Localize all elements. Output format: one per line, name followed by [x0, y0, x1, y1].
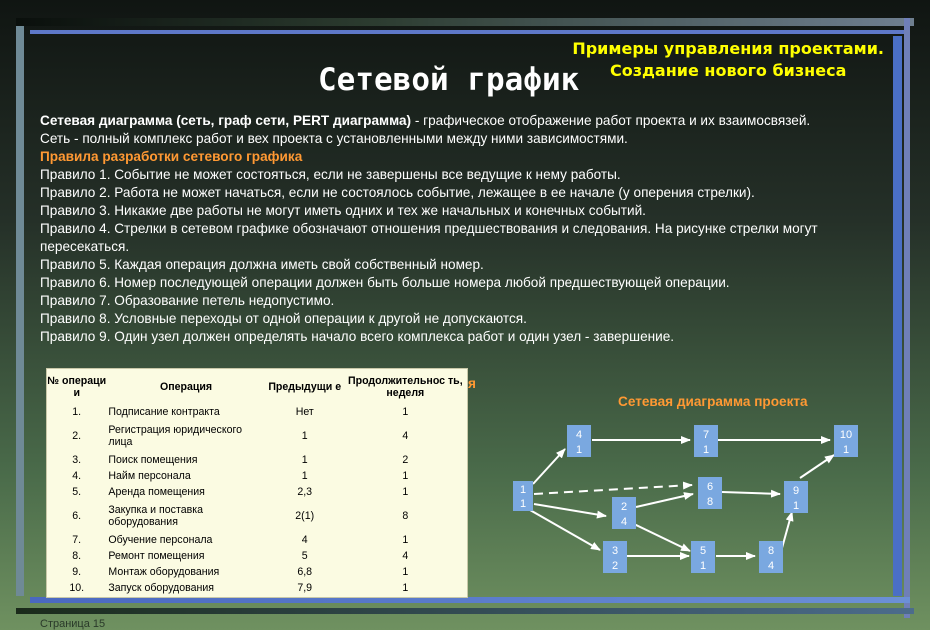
cell-operation: Запуск оборудования	[108, 582, 215, 595]
node-9-top: 9	[792, 485, 800, 497]
node-10-bottom: 1	[842, 444, 850, 456]
edge-6-9	[722, 492, 780, 494]
rule-5: Правило 5. Каждая операция должна иметь свой собственный номер.	[40, 257, 484, 272]
cell-pred: 4	[301, 533, 308, 546]
cell-operation: Обучение персонала	[108, 533, 213, 546]
cell-dur: 2	[402, 453, 409, 466]
header-num: № операци и	[47, 374, 107, 399]
cell-num: 10.	[69, 582, 85, 595]
cell-pred: 5	[301, 549, 308, 562]
cell-num: 2.	[72, 429, 82, 442]
node-3-top: 3	[611, 545, 619, 557]
edge-2-5	[634, 524, 690, 551]
cell-operation: Регистрация юридического лица	[108, 424, 242, 448]
cell-num: 3.	[72, 453, 82, 466]
cell-operation: Ремонт помещения	[108, 549, 205, 562]
node-2-bottom: 4	[620, 516, 628, 528]
cell-num: 5.	[72, 485, 82, 498]
cell-pred: 2(1)	[295, 509, 315, 522]
cell-pred: 1	[301, 453, 308, 466]
edge-2-6	[636, 494, 693, 507]
cell-dur: 1	[402, 565, 409, 578]
cell-pred: 6,8	[297, 565, 313, 578]
header-predecessor: Предыдущи е	[268, 380, 342, 393]
rule-9: Правило 9. Один узел должен определять начало всего комплекса работ и один узел - завершение.	[40, 329, 675, 344]
subtitle-line-1: Примеры управления проектами.	[572, 39, 884, 58]
cell-pred: 2,3	[297, 485, 313, 498]
cell-dur: 1	[402, 485, 409, 498]
cell-dur: 4	[402, 549, 409, 562]
cell-dur: 1	[402, 533, 409, 546]
cell-operation: Найм персонала	[108, 469, 191, 482]
node-9-bottom: 1	[792, 500, 800, 512]
node-8-top: 8	[767, 545, 775, 557]
cell-dur: 1	[402, 469, 409, 482]
intro-term: Сетевая диаграмма (сеть, граф сети, PERT диаграмма)	[40, 113, 412, 128]
network-definition: Сеть - полный комплекс работ и вех проекта с установленными между ними зависимостями.	[40, 131, 628, 146]
rule-4: Правило 4. Стрелки в сетевом графике обозначают отношения предшествования и следования. На рисунке стрелки могут пересекаться.	[40, 221, 818, 254]
node-7-top: 7	[702, 429, 710, 441]
partial-heading: я	[468, 376, 476, 391]
cell-num: 4.	[72, 469, 82, 482]
edge-1-4	[533, 449, 565, 484]
node-6-top: 6	[706, 481, 714, 493]
intro-definition: - графическое отображение работ проекта и их взаимосвязей.	[411, 113, 811, 128]
node-1-top: 1	[519, 484, 527, 496]
diagram-title: Сетевая диаграмма проекта	[618, 394, 808, 409]
cell-pred: 1	[301, 429, 308, 442]
cell-pred: Нет	[295, 405, 314, 418]
node-7-bottom: 1	[702, 444, 710, 456]
cell-operation: Аренда помещения	[108, 485, 205, 498]
slide-title: Сетевой график	[318, 62, 580, 98]
node-10-top: 10	[839, 429, 853, 441]
cell-num: 8.	[72, 549, 82, 562]
cell-num: 9.	[72, 565, 82, 578]
node-8-bottom: 4	[767, 560, 775, 572]
edge-8-9	[782, 512, 792, 548]
cell-dur: 1	[402, 405, 409, 418]
cell-num: 1.	[72, 405, 82, 418]
cell-dur: 1	[402, 582, 409, 595]
cell-dur: 4	[402, 429, 409, 442]
edge-9-10	[800, 455, 834, 478]
header-duration: Продолжительнос ть, неделя	[348, 374, 463, 399]
rule-7: Правило 7. Образование петель недопустимо.	[40, 293, 335, 308]
header-operation: Операция	[160, 380, 213, 393]
cell-operation: Поиск помещения	[108, 453, 198, 466]
node-3-bottom: 2	[611, 560, 619, 572]
node-2-top: 2	[620, 501, 628, 513]
diagram-nodes	[513, 425, 858, 573]
cell-num: 6.	[72, 509, 82, 522]
cell-operation: Закупка и поставка оборудования	[108, 504, 203, 528]
edge-1-2	[534, 504, 606, 516]
node-6-bottom: 8	[706, 496, 714, 508]
rules-heading: Правила разработки сетевого графика	[40, 149, 303, 164]
edge-1-3	[530, 510, 600, 550]
rule-3: Правило 3. Никакие две работы не могут иметь одних и тех же начальных и конечных событий.	[40, 203, 646, 218]
rule-6: Правило 6. Номер последующей операции должен быть больше номера любой предшествующей операции.	[40, 275, 730, 290]
node-4-top: 4	[575, 429, 583, 441]
cell-operation: Монтаж оборудования	[108, 565, 220, 578]
cell-num: 7.	[72, 533, 82, 546]
cell-pred: 7,9	[297, 582, 313, 595]
edge-1-6-dummy	[534, 485, 692, 494]
page-footer: Страница 15	[40, 618, 106, 630]
rule-1: Правило 1. Событие не может состояться, если не завершены все ведущие к нему работы.	[40, 167, 621, 182]
rule-8: Правило 8. Условные переходы от одной операции к другой не допускаются.	[40, 311, 527, 326]
rule-2: Правило 2. Работа не может начаться, если не состоялось событие, лежащее в ее начале (у оперения стрелки).	[40, 185, 755, 200]
cell-pred: 1	[301, 469, 308, 482]
node-5-bottom: 1	[699, 560, 707, 572]
node-5-top: 5	[699, 545, 707, 557]
cell-dur: 8	[402, 509, 409, 522]
subtitle-line-2: Создание нового бизнеса	[609, 61, 847, 80]
cell-operation: Подписание контракта	[108, 405, 220, 418]
node-1-bottom: 1	[519, 498, 527, 510]
node-4-bottom: 1	[575, 444, 583, 456]
